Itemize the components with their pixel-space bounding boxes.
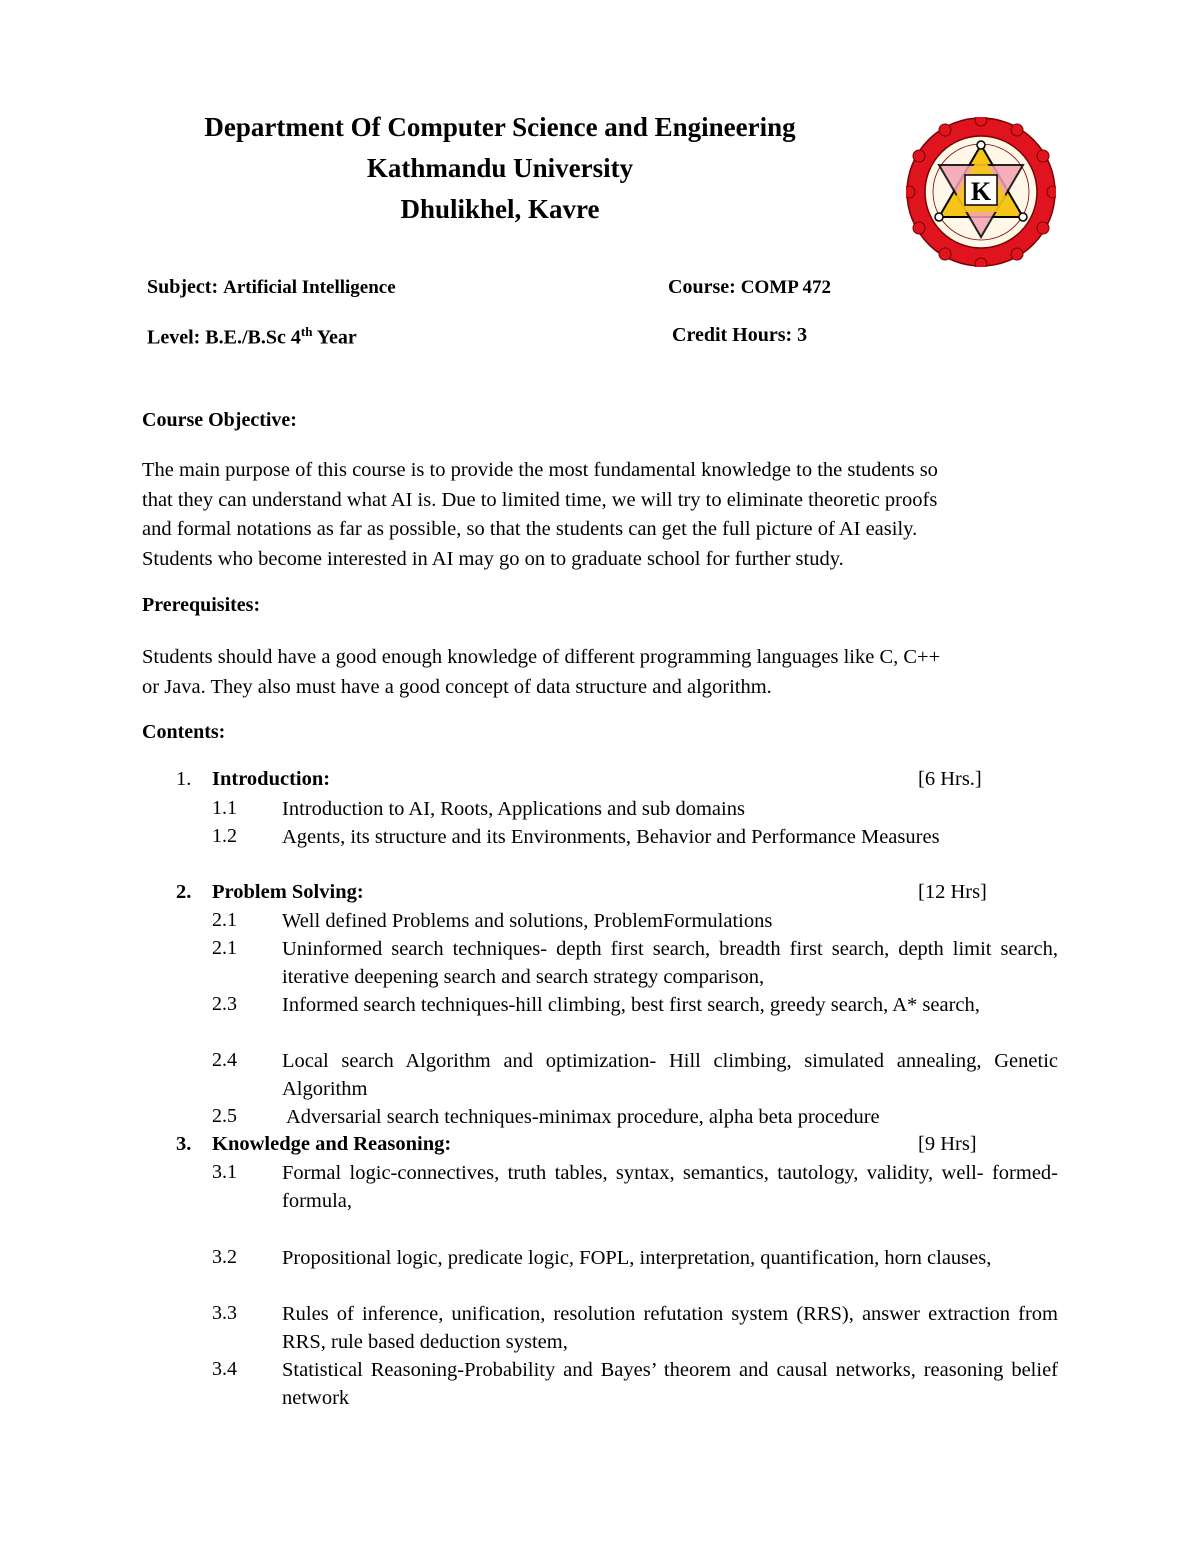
course-label: Course: — [668, 276, 736, 298]
item-text: Informed search techniques-hill climbing, best first search, greedy search, A* search, — [282, 994, 980, 1016]
item-text: Well defined Problems and solutions, ProblemFormulations — [282, 910, 773, 932]
unit-title: Problem Solving: — [212, 881, 364, 903]
item-number: 3.2 — [212, 1246, 237, 1268]
item-number: 2.1 — [212, 937, 237, 959]
item-text: Formal logic-connectives, truth tables, syntax, semantics, tautology, validity, well- formed-formula, — [282, 1162, 1058, 1212]
unit-title: Knowledge and Reasoning: — [212, 1133, 452, 1155]
item-number: 2.1 — [212, 909, 237, 931]
prerequisites-heading: Prerequisites: — [142, 594, 261, 616]
level-suffix: Year — [312, 326, 357, 349]
item-text: Uninformed search techniques- depth first search, breadth first search, depth limit search, iterative deepening search and search strategy comparison, — [282, 938, 1058, 988]
university-name: Kathmandu University — [366, 153, 634, 183]
objective-paragraph — [142, 456, 938, 574]
unit-title: Introduction: — [212, 768, 331, 790]
level-sup: th — [300, 324, 313, 339]
unit-hours: [9 Hrs] — [918, 1133, 977, 1155]
objective-line: Students who become interested in AI may go on to graduate school for further study. — [142, 547, 844, 570]
item-number: 3.1 — [212, 1161, 237, 1183]
level-label: Level: B.E./B.Sc 4 — [147, 326, 301, 349]
prerequisites-paragraph — [142, 642, 940, 702]
unit-number: 3. — [176, 1133, 192, 1155]
unit-number: 1. — [176, 768, 192, 790]
item-number: 2.4 — [212, 1049, 237, 1071]
location: Dhulikhel, Kavre — [400, 194, 600, 224]
course-value: COMP 472 — [740, 277, 832, 298]
objective-heading: Course Objective: — [142, 409, 297, 431]
credit-hours: Credit Hours: 3 — [672, 324, 808, 346]
item-text: Introduction to AI, Roots, Applications and sub domains — [282, 798, 745, 820]
contents-heading: Contents: — [142, 721, 226, 743]
item-text: Adversarial search techniques-minimax procedure, alpha beta procedure — [282, 1106, 880, 1128]
objective-line: and formal notations as far as possible, so that the students can get the full picture of AI easily. — [142, 518, 918, 540]
unit-hours: [6 Hrs.] — [918, 768, 982, 790]
item-text: Propositional logic, predicate logic, FOPL, interpretation, quantification, horn clauses, — [282, 1247, 992, 1269]
objective-line: that they can understand what AI is. Due to limited time, we will try to eliminate theoretic proofs — [142, 488, 938, 511]
subject-value: Artificial Intelligence — [223, 277, 396, 298]
item-text: Local search Algorithm and optimization- Hill climbing, simulated annealing, Genetic Algorithm — [282, 1050, 1058, 1100]
level — [147, 324, 357, 350]
unit-number: 2. — [176, 881, 192, 903]
item-number: 1.1 — [212, 797, 237, 819]
prerequisites-line: Students should have a good enough knowledge of different programming languages like C, C++ — [142, 646, 941, 668]
subject — [147, 276, 396, 299]
item-number: 3.3 — [212, 1302, 237, 1324]
objective-line: The main purpose of this course is to provide the most fundamental knowledge to the students so — [142, 459, 938, 481]
kathmandu-university-seal-icon — [906, 117, 1056, 267]
subject-label: Subject: — [147, 276, 219, 298]
item-text: Statistical Reasoning-Probability and Bayes’ theorem and causal networks, reasoning belief network — [282, 1359, 1058, 1409]
item-number: 2.3 — [212, 993, 237, 1015]
department-title: Department Of Computer Science and Engineering — [204, 112, 796, 142]
item-number: 3.4 — [212, 1358, 237, 1380]
logo-letter: K — [970, 177, 992, 206]
item-number: 2.5 — [212, 1105, 237, 1127]
item-text: Rules of inference, unification, resolution refutation system (RRS), answer extraction from RRS, rule based deduction system, — [282, 1303, 1058, 1353]
prerequisites-line: or Java. They also must have a good concept of data structure and algorithm. — [142, 676, 772, 698]
course — [668, 276, 831, 299]
unit-hours: [12 Hrs] — [918, 881, 987, 903]
item-number: 1.2 — [212, 825, 237, 847]
item-text: Agents, its structure and its Environments, Behavior and Performance Measures — [282, 826, 940, 848]
